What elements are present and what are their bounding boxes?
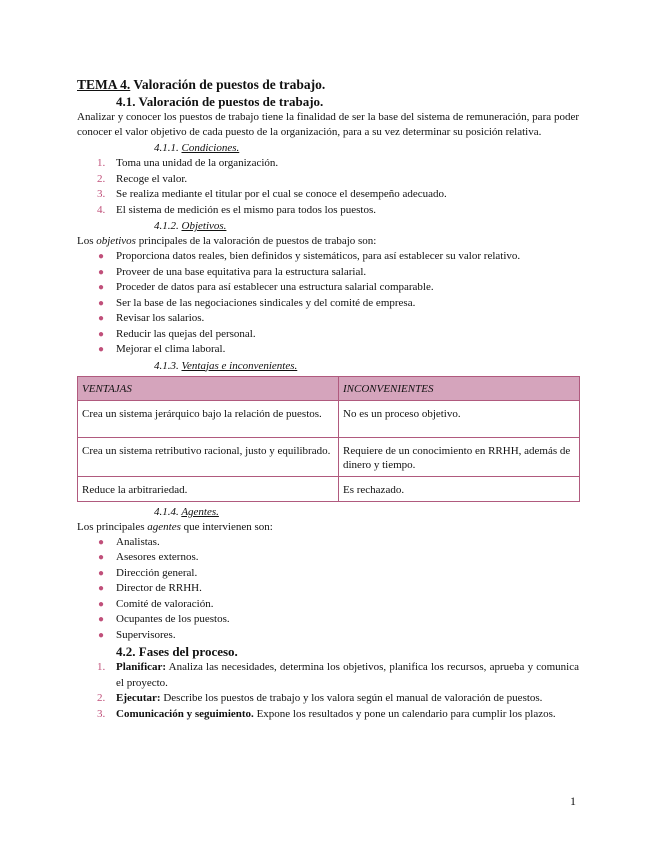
agents-list [77,535,579,644]
bullet-icon: ● [98,567,105,579]
list-item: ● Revisar los salarios. [77,311,579,327]
title-text: Valoración de puestos de trabajo. [130,77,326,92]
list-item: 2. Recoge el valor. [97,172,188,185]
document-title [77,76,579,93]
list-item: ● Supervisores. [77,628,579,644]
section-41-heading: 4.1. Valoración de puestos de trabajo. [116,94,324,109]
table-row [78,400,580,437]
conditions-list [77,156,579,218]
bullet-icon: ● [98,629,105,641]
objectives-list [77,249,579,358]
list-item: 1. Toma una unidad de la organización. [97,157,279,169]
bullet-icon: ● [98,598,105,610]
sub-411-heading: 4.1.1. Condiciones. [154,142,240,154]
table-cell: Crea un sistema retributivo racional, justo y equilibrado. [78,437,339,476]
document-page [77,76,579,722]
list-item: ● Comité de valoración. [77,597,579,613]
phases-list [77,660,579,722]
list-item: ● Proceder de datos para así establecer una estructura salarial comparable. [77,280,579,296]
list-item: ● Ocupantes de los puestos. [77,612,579,628]
section-41-intro: Analizar y conocer los puestos de trabajo tiene la finalidad de ser la base del sistema de remuneración, para poder conocer el valor objetivo de cada puesto de la organización, para a su vez determinar su posición relativa. [77,111,579,138]
list-item: ● Ser la base de las negociaciones sindicales y del comité de empresa. [77,296,579,312]
list-item: 3. Comunicación y seguimiento. Expone los resultados y pone un calendario para cumplir los plazos. [97,707,556,720]
list-item: ● Mejorar el clima laboral. [77,342,579,358]
bullet-icon: ● [98,583,105,594]
bullet-icon: ● [98,251,105,262]
bullet-icon: ● [98,536,105,548]
table-cell: Crea un sistema jerárquico bajo la relación de puestos. [78,400,339,437]
bullet-icon: ● [98,328,105,340]
table-cell: No es un proceso objetivo. [339,400,580,437]
bullet-icon: ● [98,552,105,563]
list-item: 1. Planificar: Analiza las necesidades, determina los objetivos, planifica los recursos, aprueba y comunica el proyecto. [97,661,579,689]
bullet-icon: ● [98,297,105,309]
header-ventajas: VENTAJAS [78,376,339,400]
page-number: 1 [570,794,576,808]
bullet-icon: ● [98,313,105,324]
sub-414-heading: 4.1.4. Agentes. [154,505,219,518]
table-header-row [78,376,580,400]
table-cell: Reduce la arbitrariedad. [78,476,339,501]
list-item: 4. El sistema de medición es el mismo para todos los puestos. [97,203,376,216]
list-item: ● Asesores externos. [77,550,579,566]
pros-cons-table [77,376,580,502]
list-item: 2. Ejecutar: Describe los puestos de trabajo y los valora según el manual de valoración de puestos. [97,692,543,704]
list-item: ● Proporciona datos reales, bien definidos y sistemáticos, para así establecer su valor relativo. [77,249,579,265]
bullet-icon: ● [98,282,105,293]
sub-412-heading: 4.1.2. Objetivos. [154,220,227,232]
table-row [78,437,580,476]
section-42-heading: 4.2. Fases del proceso. [116,644,238,659]
bullet-icon: ● [98,266,105,278]
list-item: 3. Se realiza mediante el titular por el cual se conoce el desempeño adecuado. [97,188,447,200]
table-cell: Es rechazado. [339,476,580,501]
list-item: ● Analistas. [77,535,579,551]
bullet-icon: ● [98,344,105,355]
list-item: ● Dirección general. [77,566,579,582]
sub-413-heading: 4.1.3. Ventajas e inconvenientes. [154,359,298,372]
table-row [78,476,580,501]
table-cell: Requiere de un conocimiento en RRHH, además de dinero y tiempo. [339,437,580,476]
list-item: ● Director de RRHH. [77,581,579,597]
list-item: ● Reducir las quejas del personal. [77,327,579,343]
objectives-intro: Los objetivos principales de la valoración de puestos de trabajo son: [77,235,377,247]
title-number: TEMA 4. [77,77,131,92]
agents-intro: Los principales agentes que intervienen son: [77,520,273,533]
header-inconvenientes: INCONVENIENTES [339,376,580,400]
list-item: ● Proveer de una base equitativa para la estructura salarial. [77,265,579,281]
bullet-icon: ● [98,614,105,625]
